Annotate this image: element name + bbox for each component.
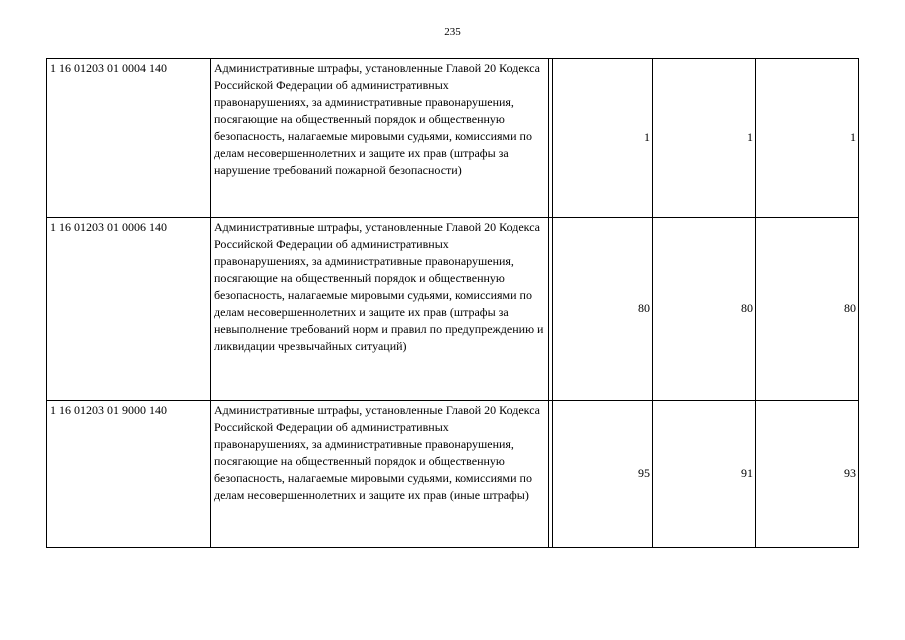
value-cell-year-1: 1 — [553, 59, 653, 218]
value-cell-year-2: 80 — [653, 218, 756, 401]
revenue-description-cell: Административные штрафы, установленные Главой 20 Кодекса Российской Федерации об административных правонарушениях, за административные правонарушения, посягающие на общественный порядок и общественную безопасность, налагаемые мировыми судьями, комиссиями по делам несовершеннолетних и защите их прав (штрафы за нарушение требований пожарной безопасности) — [211, 59, 549, 218]
budget-revenue-table — [46, 58, 859, 548]
revenue-description-cell: Административные штрафы, установленные Главой 20 Кодекса Российской Федерации об административных правонарушениях, за административные правонарушения, посягающие на общественный порядок и общественную безопасность, налагаемые мировыми судьями, комиссиями по делам несовершеннолетних и защите их прав (штрафы за невыполнение требований норм и правил по предупреждению и ликвидации чрезвычайных ситуаций) — [211, 218, 549, 401]
revenue-code-cell: 1 16 01203 01 9000 140 — [47, 401, 211, 548]
value-cell-year-2: 1 — [653, 59, 756, 218]
page-number: 235 — [444, 26, 461, 38]
revenue-description-cell: Административные штрафы, установленные Главой 20 Кодекса Российской Федерации об административных правонарушениях, за административные правонарушения, посягающие на общественный порядок и общественную безопасность, налагаемые мировыми судьями, комиссиями по делам несовершеннолетних и защите их прав (иные штрафы) — [211, 401, 549, 548]
value-cell-year-2: 91 — [653, 401, 756, 548]
table-row — [47, 59, 859, 218]
value-cell-year-1: 95 — [553, 401, 653, 548]
value-cell-year-3: 80 — [756, 218, 859, 401]
revenue-code-cell: 1 16 01203 01 0004 140 — [47, 59, 211, 218]
table-row — [47, 401, 859, 548]
table-row — [47, 218, 859, 401]
value-cell-year-3: 1 — [756, 59, 859, 218]
value-cell-year-3: 93 — [756, 401, 859, 548]
revenue-code-cell: 1 16 01203 01 0006 140 — [47, 218, 211, 401]
value-cell-year-1: 80 — [553, 218, 653, 401]
